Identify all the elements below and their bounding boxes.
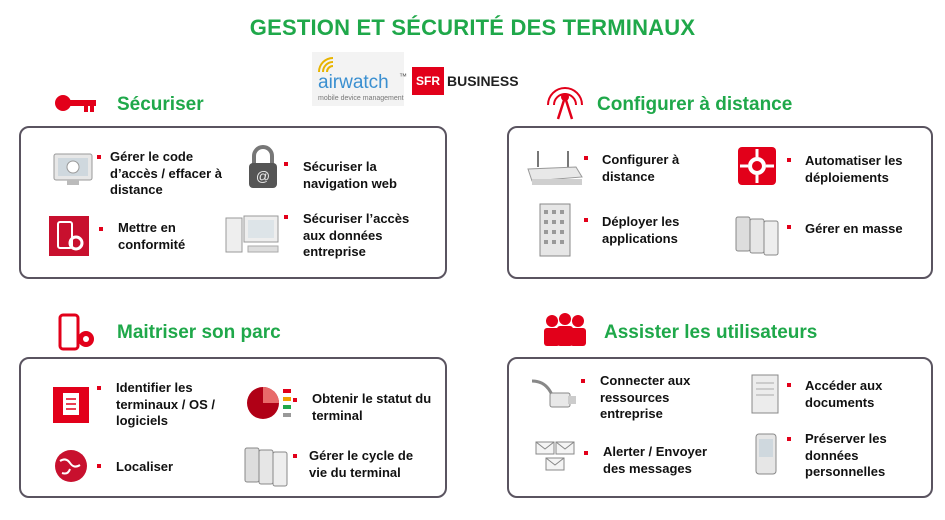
bullet — [787, 383, 791, 387]
item-localiser: Localiser — [116, 459, 174, 474]
phones-icon — [734, 213, 782, 262]
item-identifier: Identifier les terminaux / OS / logiciels — [116, 380, 215, 428]
bullet — [284, 215, 288, 219]
item-acceder: Accéder aux documents — [805, 378, 883, 410]
phones-icon — [243, 444, 291, 493]
item-deployer: Déployer les applications — [602, 214, 680, 246]
pie-chart-icon — [243, 383, 299, 428]
bullet — [293, 398, 297, 402]
section-title-maitriser: Maitriser son parc — [117, 322, 281, 343]
envelopes-icon — [534, 438, 578, 479]
computer-icon — [224, 212, 282, 261]
airwatch-tm: ™ — [399, 72, 407, 81]
page-title: GESTION ET SÉCURITÉ DES TERMINAUX — [249, 15, 696, 40]
section-title-securiser: Sécuriser — [117, 94, 204, 115]
item-alerter: Alerter / Envoyer des messages — [603, 444, 708, 476]
bullet — [284, 162, 288, 166]
server-icon — [748, 373, 782, 420]
bullet — [584, 156, 588, 160]
bullet — [787, 437, 791, 441]
item-obtenir-statut: Obtenir le statut du terminal — [312, 391, 432, 423]
sfr-logo: SFR — [412, 67, 444, 95]
users-icon — [542, 312, 588, 353]
router-icon — [524, 145, 584, 194]
bullet — [97, 386, 101, 390]
bullet — [99, 227, 103, 231]
item-preserver: Préserver les données personnelles — [805, 431, 887, 479]
item-gerer-code: Gérer le code d’accès / effacer à distance — [110, 149, 223, 197]
cable-icon — [530, 375, 578, 420]
building-icon — [534, 200, 574, 263]
section-title-assister: Assister les utilisateurs — [604, 322, 818, 343]
padlock-icon — [246, 144, 280, 195]
hub-icon — [737, 146, 777, 191]
item-automatiser: Automatiser les déploiements — [805, 153, 903, 185]
section-title-configurer: Configurer à distance — [597, 94, 793, 115]
globe-icon — [52, 447, 90, 490]
item-gerer-masse: Gérer en masse — [805, 221, 903, 236]
phone-gear-section-icon — [56, 313, 100, 358]
airwatch-subtitle: mobile device management — [318, 95, 404, 102]
item-securiser-acces: Sécuriser l’accès aux données entreprise — [303, 211, 410, 259]
key-icon — [54, 92, 98, 119]
bullet — [581, 379, 585, 383]
phone-gear-icon — [48, 215, 90, 262]
item-mettre-conformite: Mettre en conformité — [118, 220, 186, 252]
item-gerer-cycle: Gérer le cycle de vie du terminal — [309, 448, 414, 480]
document-icon — [52, 386, 90, 429]
bullet — [97, 155, 101, 159]
monitor-icon — [52, 150, 96, 193]
bullet — [293, 454, 297, 458]
bullet — [584, 218, 588, 222]
phone-icon — [752, 432, 782, 483]
airwatch-wordmark: airwatch — [318, 72, 389, 93]
svg-text:@: @ — [255, 168, 271, 184]
bullet — [97, 464, 101, 468]
bullet — [787, 158, 791, 162]
sfr-business-label: BUSINESS — [447, 73, 519, 89]
item-configurer: Configurer à distance — [602, 152, 680, 184]
item-connecter: Connecter aux ressources entreprise — [600, 373, 691, 421]
antenna-icon — [540, 75, 590, 126]
bullet — [584, 451, 588, 455]
item-securiser-navigation: Sécuriser la navigation web — [303, 159, 397, 191]
bullet — [787, 225, 791, 229]
